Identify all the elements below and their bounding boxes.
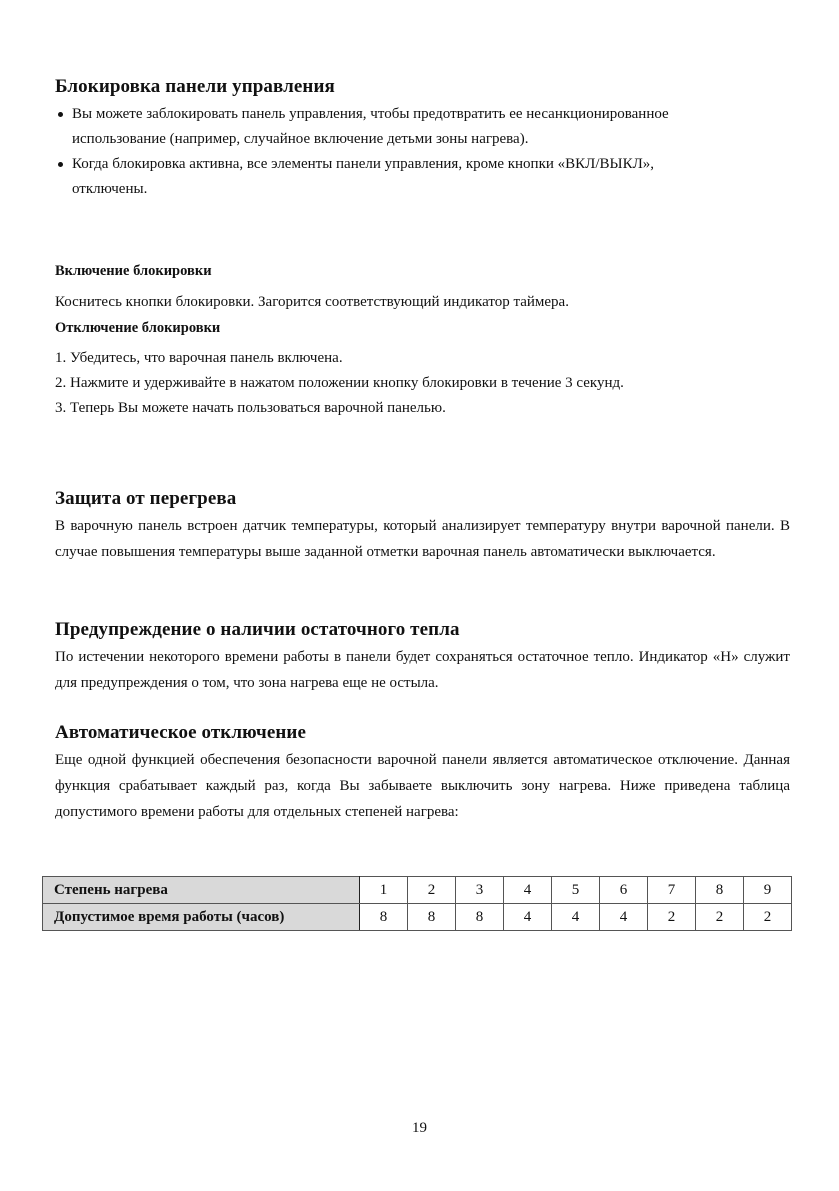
step-item: 1. Убедитесь, что варочная панель включена. [55, 350, 343, 366]
step-item: 3. Теперь Вы можете начать пользоваться варочной панелью. [55, 400, 446, 416]
bullet-icon [58, 112, 63, 117]
table-cell: 2 [648, 904, 696, 931]
page-number: 19 [412, 1120, 427, 1136]
bullet-text-line: отключены. [72, 181, 148, 197]
overheat-text: В варочную панель встроен датчик температуры, который анализирует температуру внутри варочной панели. В случае повышения температуры выше заданной отметки варочная панель автоматически выключается. [55, 518, 790, 560]
bullet-text-line: Когда блокировка активна, все элементы панели управления, кроме кнопки «ВКЛ/ВЫКЛ», [72, 156, 654, 172]
lock-bullet-list [55, 102, 795, 202]
table-cell: 2 [744, 904, 792, 931]
section-title-lock: Блокировка панели управления [55, 76, 335, 97]
section-title-overheat: Защита от перегрева [55, 488, 237, 509]
table-cell: 4 [504, 877, 552, 904]
bullet-text-line: использование (например, случайное включение детьми зоны нагрева). [72, 131, 529, 147]
table-cell: 4 [504, 904, 552, 931]
row-header: Степень нагрева [43, 877, 360, 904]
bullet-text-line: Вы можете заблокировать панель управления, чтобы предотвратить ее несанкционированное [72, 106, 669, 122]
heat-level-table [42, 876, 792, 931]
table-cell: 4 [552, 904, 600, 931]
table-cell: 4 [600, 904, 648, 931]
table-cell: 3 [456, 877, 504, 904]
table-cell: 1 [360, 877, 408, 904]
table-cell: 5 [552, 877, 600, 904]
row-header: Допустимое время работы (часов) [43, 904, 360, 931]
lock-off-steps [55, 346, 624, 421]
table-row-heat-level [43, 877, 792, 904]
table-cell: 6 [600, 877, 648, 904]
residual-heat-text: По истечении некоторого времени работы в панели будет сохраняться остаточное тепло. Индикатор «H» служит для предупреждения о том, что зона нагрева еще не остыла. [55, 649, 790, 691]
subsection-title-lock-on: Включение блокировки [55, 263, 212, 279]
table-cell: 8 [456, 904, 504, 931]
table-cell: 8 [696, 877, 744, 904]
table-cell: 2 [408, 877, 456, 904]
table-cell: 7 [648, 877, 696, 904]
section-title-auto-off: Автоматическое отключение [55, 722, 306, 743]
table-cell: 8 [408, 904, 456, 931]
table-row-allowed-time [43, 904, 792, 931]
subsection-title-lock-off: Отключение блокировки [55, 320, 221, 336]
table-cell: 9 [744, 877, 792, 904]
lock-on-text: Коснитесь кнопки блокировки. Загорится соответствующий индикатор таймера. [55, 294, 569, 310]
lock-bullet-item [55, 102, 795, 152]
lock-bullet-item [55, 152, 795, 202]
auto-off-text: Еще одной функцией обеспечения безопасности варочной панели является автоматическое отключение. Данная функция срабатывает каждый раз, когда Вы забываете выключить зону нагрева. Ниже приведена таблица допустимого времени работы для отдельных степеней нагрева: [55, 752, 790, 820]
table-cell: 2 [696, 904, 744, 931]
bullet-icon [58, 162, 63, 167]
section-title-residual-heat: Предупреждение о наличии остаточного тепла [55, 619, 460, 640]
step-item: 2. Нажмите и удерживайте в нажатом положении кнопку блокировки в течение 3 секунд. [55, 375, 624, 391]
table-cell: 8 [360, 904, 408, 931]
